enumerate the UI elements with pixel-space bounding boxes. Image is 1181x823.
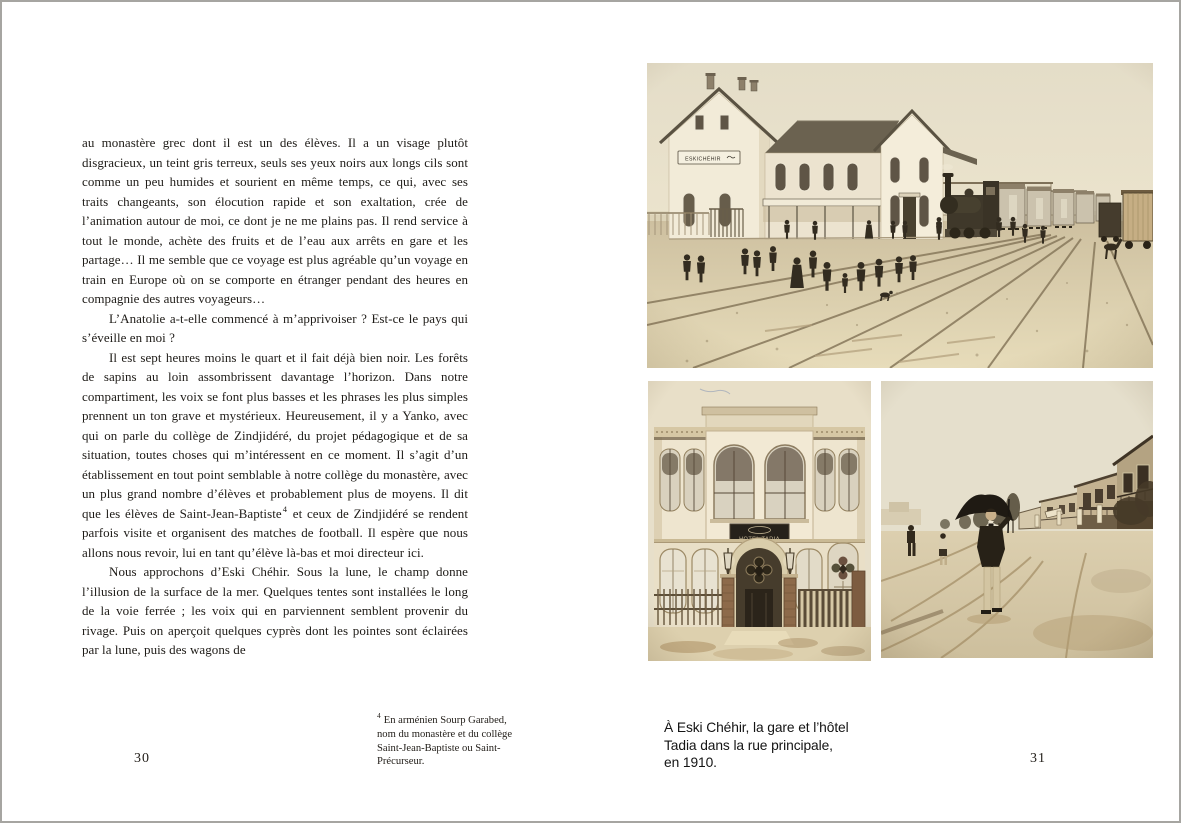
street-photo-illustration bbox=[881, 381, 1153, 658]
footnote-text: En arménien Sourp Garabed, nom du monastère et du collège Saint-Jean-Baptiste ou Saint-Précurseur. bbox=[377, 715, 513, 768]
station-photo-illustration bbox=[647, 63, 1153, 368]
paragraph-2: L’Anatolie a-t-elle commencé à m’apprivoiser ? Est-ce le pays qui s’éveille en moi ? bbox=[82, 310, 468, 345]
paragraph-1: au monastère grec dont il est un des élèves. Il a un visage plutôt disgracieux, un teint gris terreux, seuls ses yeux noirs aux longs cils sont comme un peu humides et sourient en même temps, ce qui, avec ses traits changeants, son élocution rapide et son exaltation, crée de l’animation autour de moi, ce dont je ne me plains pas. Il rend service à tout le monde, achète des fruits et de l’eau aux arrêts en gare et les partage… Il me semble que ce voyage est plus agréable qu’un voyage en train en Europe où on se comporte en étranger pendant des heures en compagnie des autres voyageurs… bbox=[82, 135, 468, 306]
hotel-photo-illustration bbox=[648, 381, 871, 661]
hotel-photo bbox=[648, 381, 871, 661]
paragraph-3-text: Il est sept heures moins le quart et il fait déjà bien noir. Les forêts de sapins au loin assombrissent davantage l’horizon. Dans notre compartiment, les voix se font plus basses et les phrases les plus simples prennent un ton grave et mystérieux. Heureusement, il y a Yanko, avec qui on parle du collège de Zindjidéré, du projet pédagogique et de sa situation, toutes choses qui m’intéressent en ce moment. Il s’agit d’un établissement en tout point semblable à notre collège du monastère, avec un plus grand nombre d’élèves et probablement plus de moyens. Il dit que les élèves de Saint-Jean-Baptiste bbox=[82, 349, 468, 521]
street-photo bbox=[881, 381, 1153, 658]
photo-caption bbox=[664, 719, 849, 772]
caption-line: Tadia dans la rue principale, bbox=[664, 737, 833, 753]
body-text bbox=[82, 133, 468, 660]
footnote bbox=[377, 711, 523, 769]
page-number-left: 30 bbox=[134, 751, 150, 766]
caption-line: À Eski Chéhir, la gare et l’hôtel bbox=[664, 720, 849, 735]
station-photo bbox=[647, 63, 1153, 368]
caption-line: en 1910. bbox=[664, 755, 717, 771]
footnote-number: 4 bbox=[377, 711, 381, 721]
paragraph-3 bbox=[82, 348, 468, 563]
page-number-right: 31 bbox=[1030, 751, 1046, 766]
paragraph-3-text-after: et ceux de Zindjidéré se rendent parfois visite et organisent des matches de football. Il espère que nous allons nous revoir, lui en tant qu’élève là-bas et moi directeur ici. bbox=[82, 505, 468, 560]
footnote-marker: 4 bbox=[282, 504, 287, 515]
paragraph-4: Nous approchons d’Eski Chéhir. Sous la lune, le champ donne l’illusion de la surface de la mer. Quelques tentes sont installées le long de la voie ferrée ; les voix qui en parviennent semblent provenir du rivage. Puis on aperçoit quelques cyprès dont les pointes sont éclairées par la lune, puis des wagons de bbox=[82, 564, 468, 657]
